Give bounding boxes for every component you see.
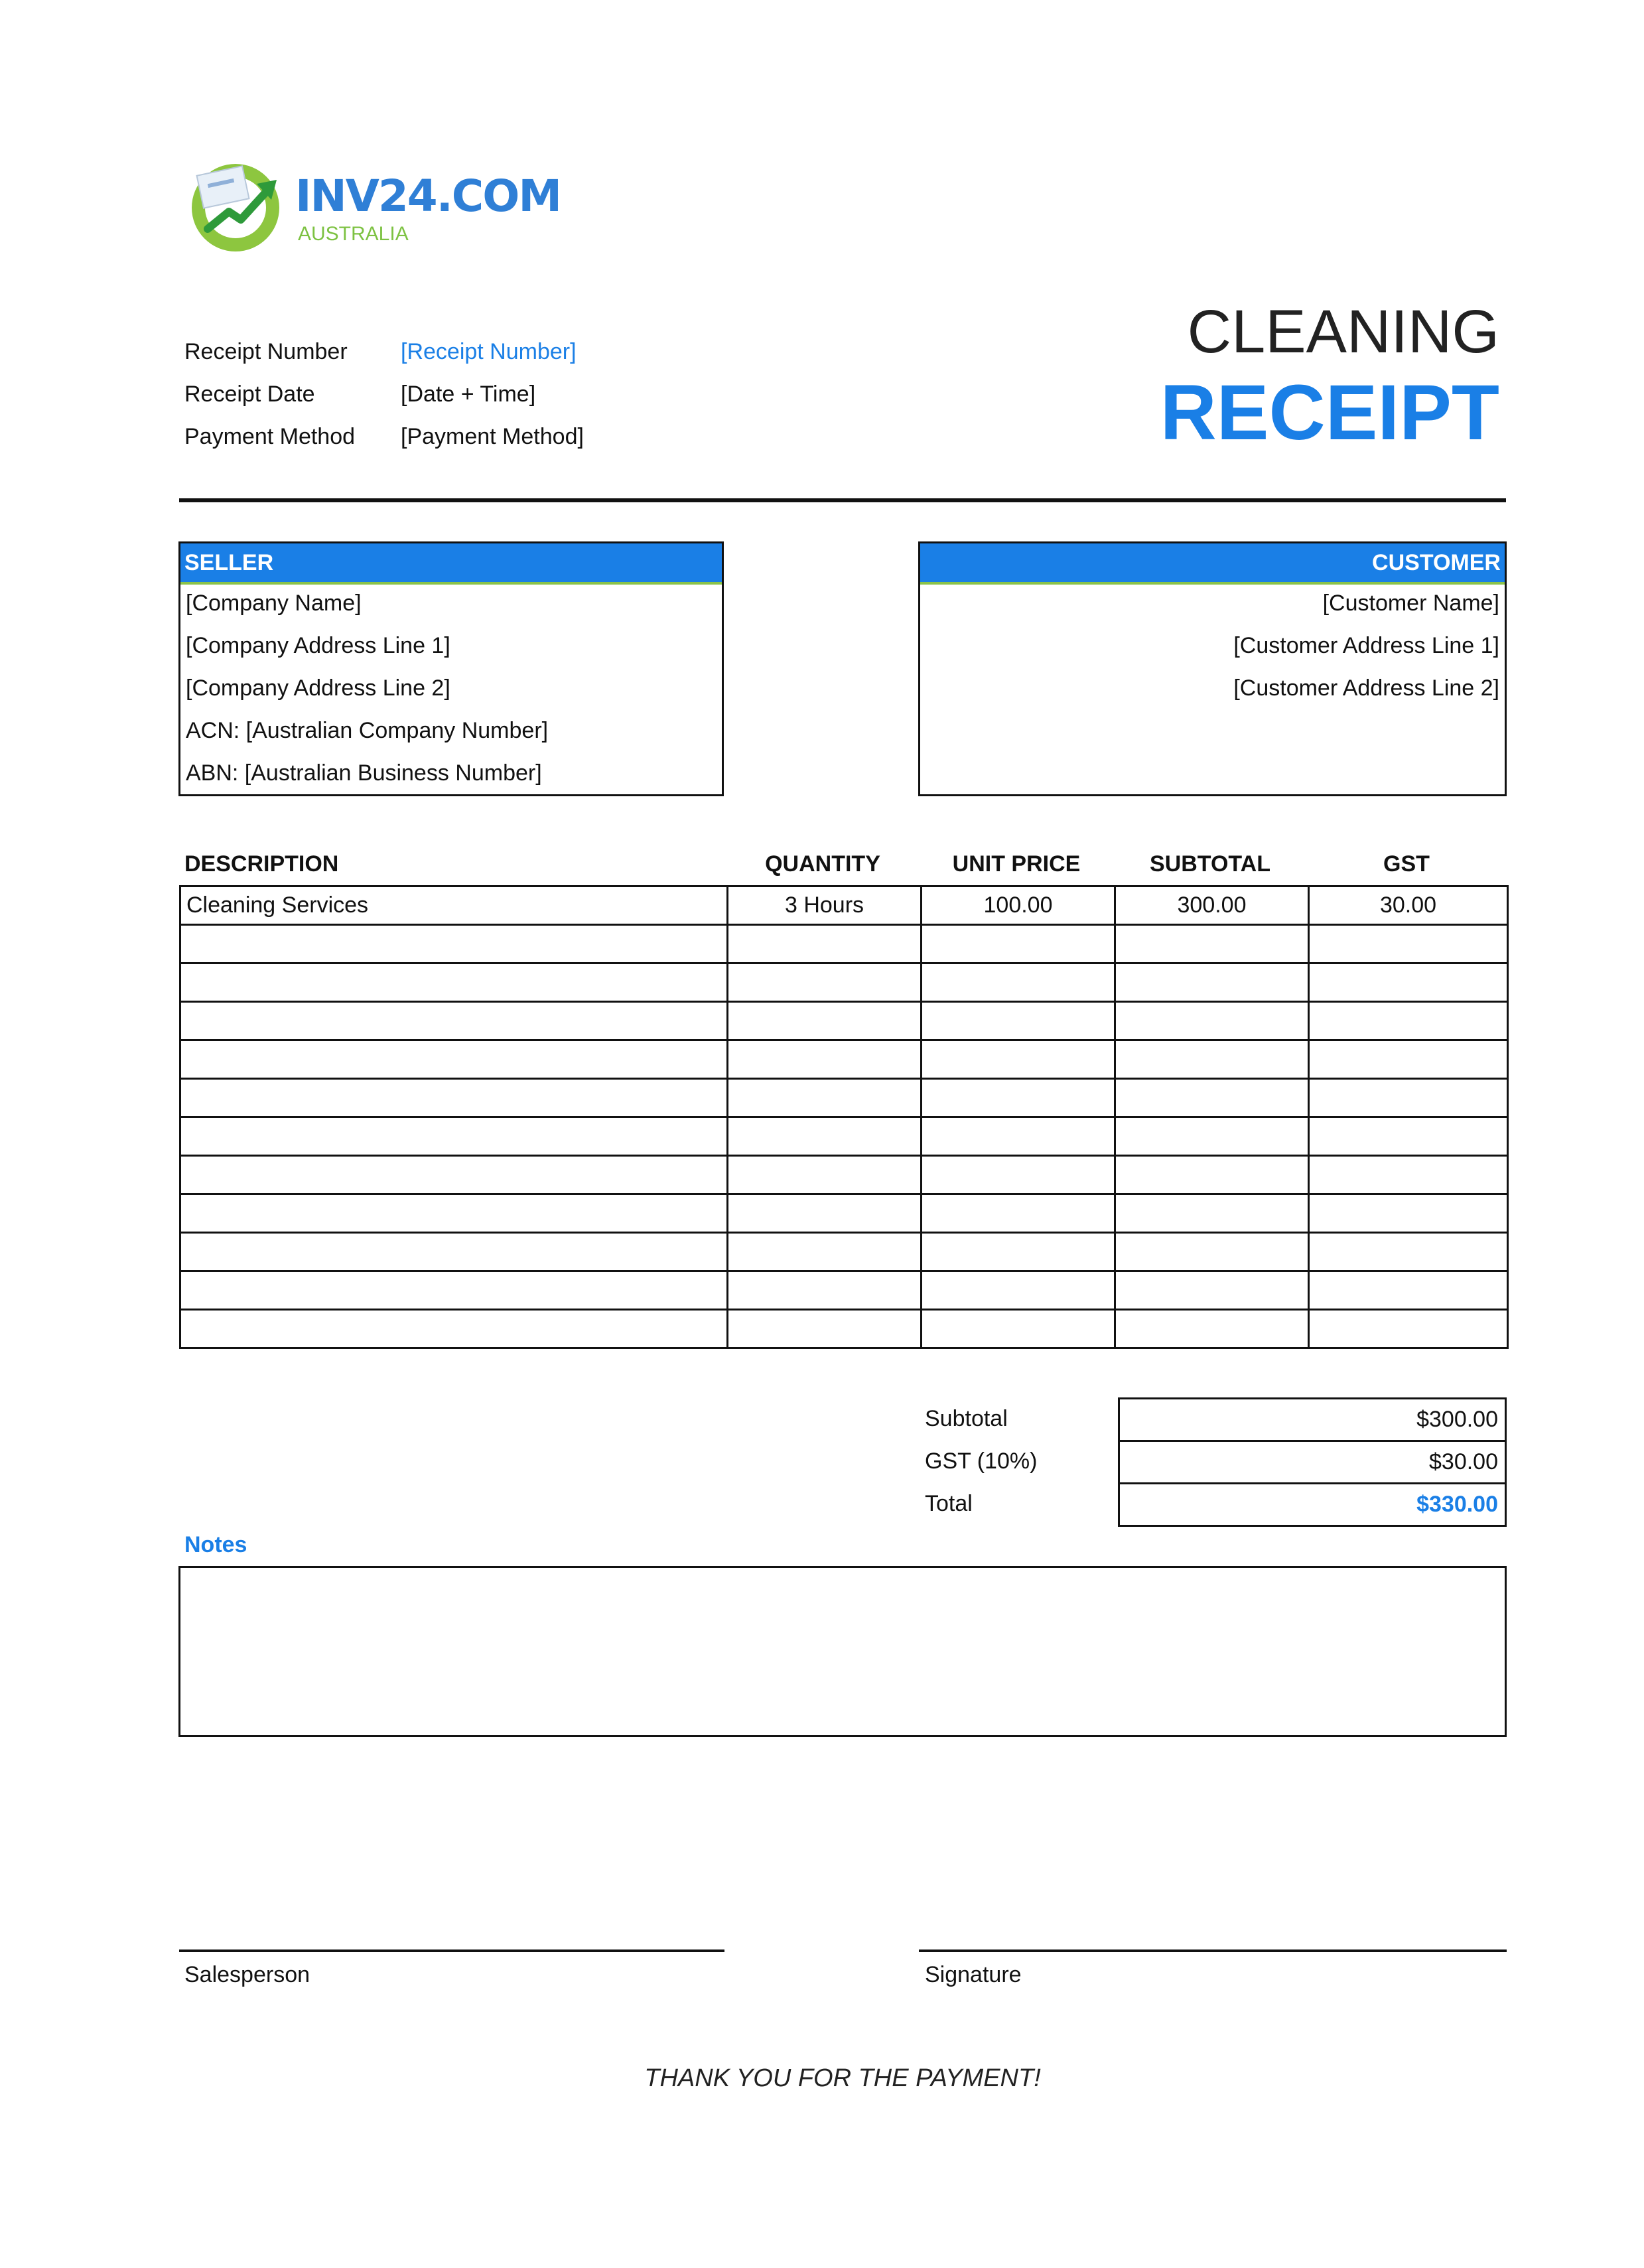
customer-name: [Customer Name] [1322, 591, 1499, 616]
receipt-number-label: Receipt Number [184, 339, 348, 364]
table-row [180, 886, 1508, 925]
table-row [180, 1079, 1508, 1117]
table-cell [728, 1310, 922, 1348]
table-cell [1309, 963, 1508, 1002]
item-description: Cleaning Services [180, 886, 728, 925]
table-cell [1115, 1156, 1309, 1194]
table-cell [1309, 1040, 1508, 1079]
total-label: Total [925, 1491, 973, 1516]
payment-method-value: [Payment Method] [401, 424, 584, 449]
col-header-gst: GST [1383, 851, 1430, 877]
table-row [180, 1233, 1508, 1271]
header-divider [179, 498, 1506, 502]
table-cell [728, 1271, 922, 1310]
table-cell [180, 1271, 728, 1310]
logo-emblem-icon [188, 156, 287, 255]
col-header-description: DESCRIPTION [184, 851, 339, 877]
table-cell [1309, 1271, 1508, 1310]
salesperson-line [179, 1949, 724, 1952]
salesperson-label: Salesperson [184, 1962, 310, 1987]
seller-company-name: [Company Name] [186, 591, 362, 616]
table-cell [728, 1194, 922, 1233]
table-cell [728, 1233, 922, 1271]
table-cell [180, 1156, 728, 1194]
table-cell [922, 1040, 1115, 1079]
seller-header: SELLER [180, 543, 722, 585]
gst-label: GST (10%) [925, 1449, 1038, 1474]
table-cell [1309, 1310, 1508, 1348]
logo-name: INV24.COM [295, 171, 561, 222]
totals-table [1118, 1397, 1507, 1527]
receipt-date-value: [Date + Time] [401, 382, 536, 407]
table-cell [1115, 1194, 1309, 1233]
table-cell [922, 925, 1115, 963]
table-cell [922, 1233, 1115, 1271]
table-cell [1309, 925, 1508, 963]
table-cell [922, 1117, 1115, 1156]
receipt-number-value: [Receipt Number] [401, 339, 577, 364]
table-row [180, 1117, 1508, 1156]
seller-address-line2: [Company Address Line 2] [186, 675, 450, 701]
table-row [180, 1271, 1508, 1310]
table-cell [1309, 1002, 1508, 1040]
table-cell [1115, 1040, 1309, 1079]
gst-value: $30.00 [1119, 1441, 1506, 1484]
seller-abn: ABN: [Australian Business Number] [186, 760, 542, 786]
table-row [180, 963, 1508, 1002]
item-unit-price: 100.00 [922, 886, 1115, 925]
seller-box [178, 541, 724, 796]
table-cell [1309, 1194, 1508, 1233]
table-cell [728, 1117, 922, 1156]
table-cell [1115, 963, 1309, 1002]
table-cell [180, 1002, 728, 1040]
totals-row [1119, 1399, 1506, 1441]
table-cell [1115, 1002, 1309, 1040]
table-cell [1309, 1117, 1508, 1156]
table-cell [180, 1310, 728, 1348]
col-header-quantity: QUANTITY [765, 851, 880, 877]
table-cell [180, 1194, 728, 1233]
table-row [180, 925, 1508, 963]
table-cell [180, 1233, 728, 1271]
table-cell [1309, 1156, 1508, 1194]
seller-acn: ACN: [Australian Company Number] [186, 718, 549, 743]
table-cell [922, 1156, 1115, 1194]
subtotal-label: Subtotal [925, 1406, 1008, 1431]
seller-address-line1: [Company Address Line 1] [186, 633, 450, 658]
table-row [180, 1310, 1508, 1348]
payment-method-label: Payment Method [184, 424, 356, 449]
item-gst: 30.00 [1309, 886, 1508, 925]
document-title-line1: CLEANING [1187, 298, 1499, 366]
table-cell [1115, 1233, 1309, 1271]
table-cell [728, 1002, 922, 1040]
subtotal-value: $300.00 [1119, 1399, 1506, 1441]
table-cell [728, 925, 922, 963]
receipt-date-label: Receipt Date [184, 382, 315, 407]
table-cell [180, 925, 728, 963]
customer-box [918, 541, 1507, 796]
table-cell [1115, 1079, 1309, 1117]
customer-address-line1: [Customer Address Line 1] [1233, 633, 1499, 658]
totals-row [1119, 1484, 1506, 1526]
total-value: $330.00 [1119, 1484, 1506, 1526]
customer-header: CUSTOMER [920, 543, 1505, 585]
table-cell [922, 1002, 1115, 1040]
table-row [180, 1040, 1508, 1079]
signature-label: Signature [925, 1962, 1022, 1987]
table-cell [180, 1040, 728, 1079]
table-cell [728, 1040, 922, 1079]
table-row [180, 1002, 1508, 1040]
table-cell [922, 1079, 1115, 1117]
item-quantity: 3 Hours [728, 886, 922, 925]
logo-country: AUSTRALIA [298, 223, 409, 245]
notes-label: Notes [184, 1532, 247, 1557]
table-cell [1309, 1079, 1508, 1117]
customer-address-line2: [Customer Address Line 2] [1233, 675, 1499, 701]
col-header-subtotal: SUBTOTAL [1150, 851, 1270, 877]
item-subtotal: 300.00 [1115, 886, 1309, 925]
table-cell [180, 1079, 728, 1117]
table-cell [1115, 1310, 1309, 1348]
table-cell [922, 1194, 1115, 1233]
thank-you-message: THANK YOU FOR THE PAYMENT! [644, 2064, 1041, 2092]
table-cell [728, 1156, 922, 1194]
table-cell [922, 963, 1115, 1002]
signature-line [919, 1949, 1507, 1952]
table-cell [922, 1310, 1115, 1348]
table-cell [1115, 1117, 1309, 1156]
table-cell [180, 963, 728, 1002]
table-cell [922, 1271, 1115, 1310]
table-cell [728, 1079, 922, 1117]
table-cell [1115, 925, 1309, 963]
notes-box[interactable] [178, 1566, 1507, 1737]
table-cell [728, 963, 922, 1002]
table-row [180, 1194, 1508, 1233]
company-logo [188, 156, 561, 255]
col-header-unit-price: UNIT PRICE [952, 851, 1081, 877]
table-cell [1115, 1271, 1309, 1310]
totals-row [1119, 1441, 1506, 1484]
items-table [179, 885, 1509, 1349]
table-cell [180, 1117, 728, 1156]
table-cell [1309, 1233, 1508, 1271]
document-title-line2: RECEIPT [1160, 369, 1499, 457]
table-row [180, 1156, 1508, 1194]
